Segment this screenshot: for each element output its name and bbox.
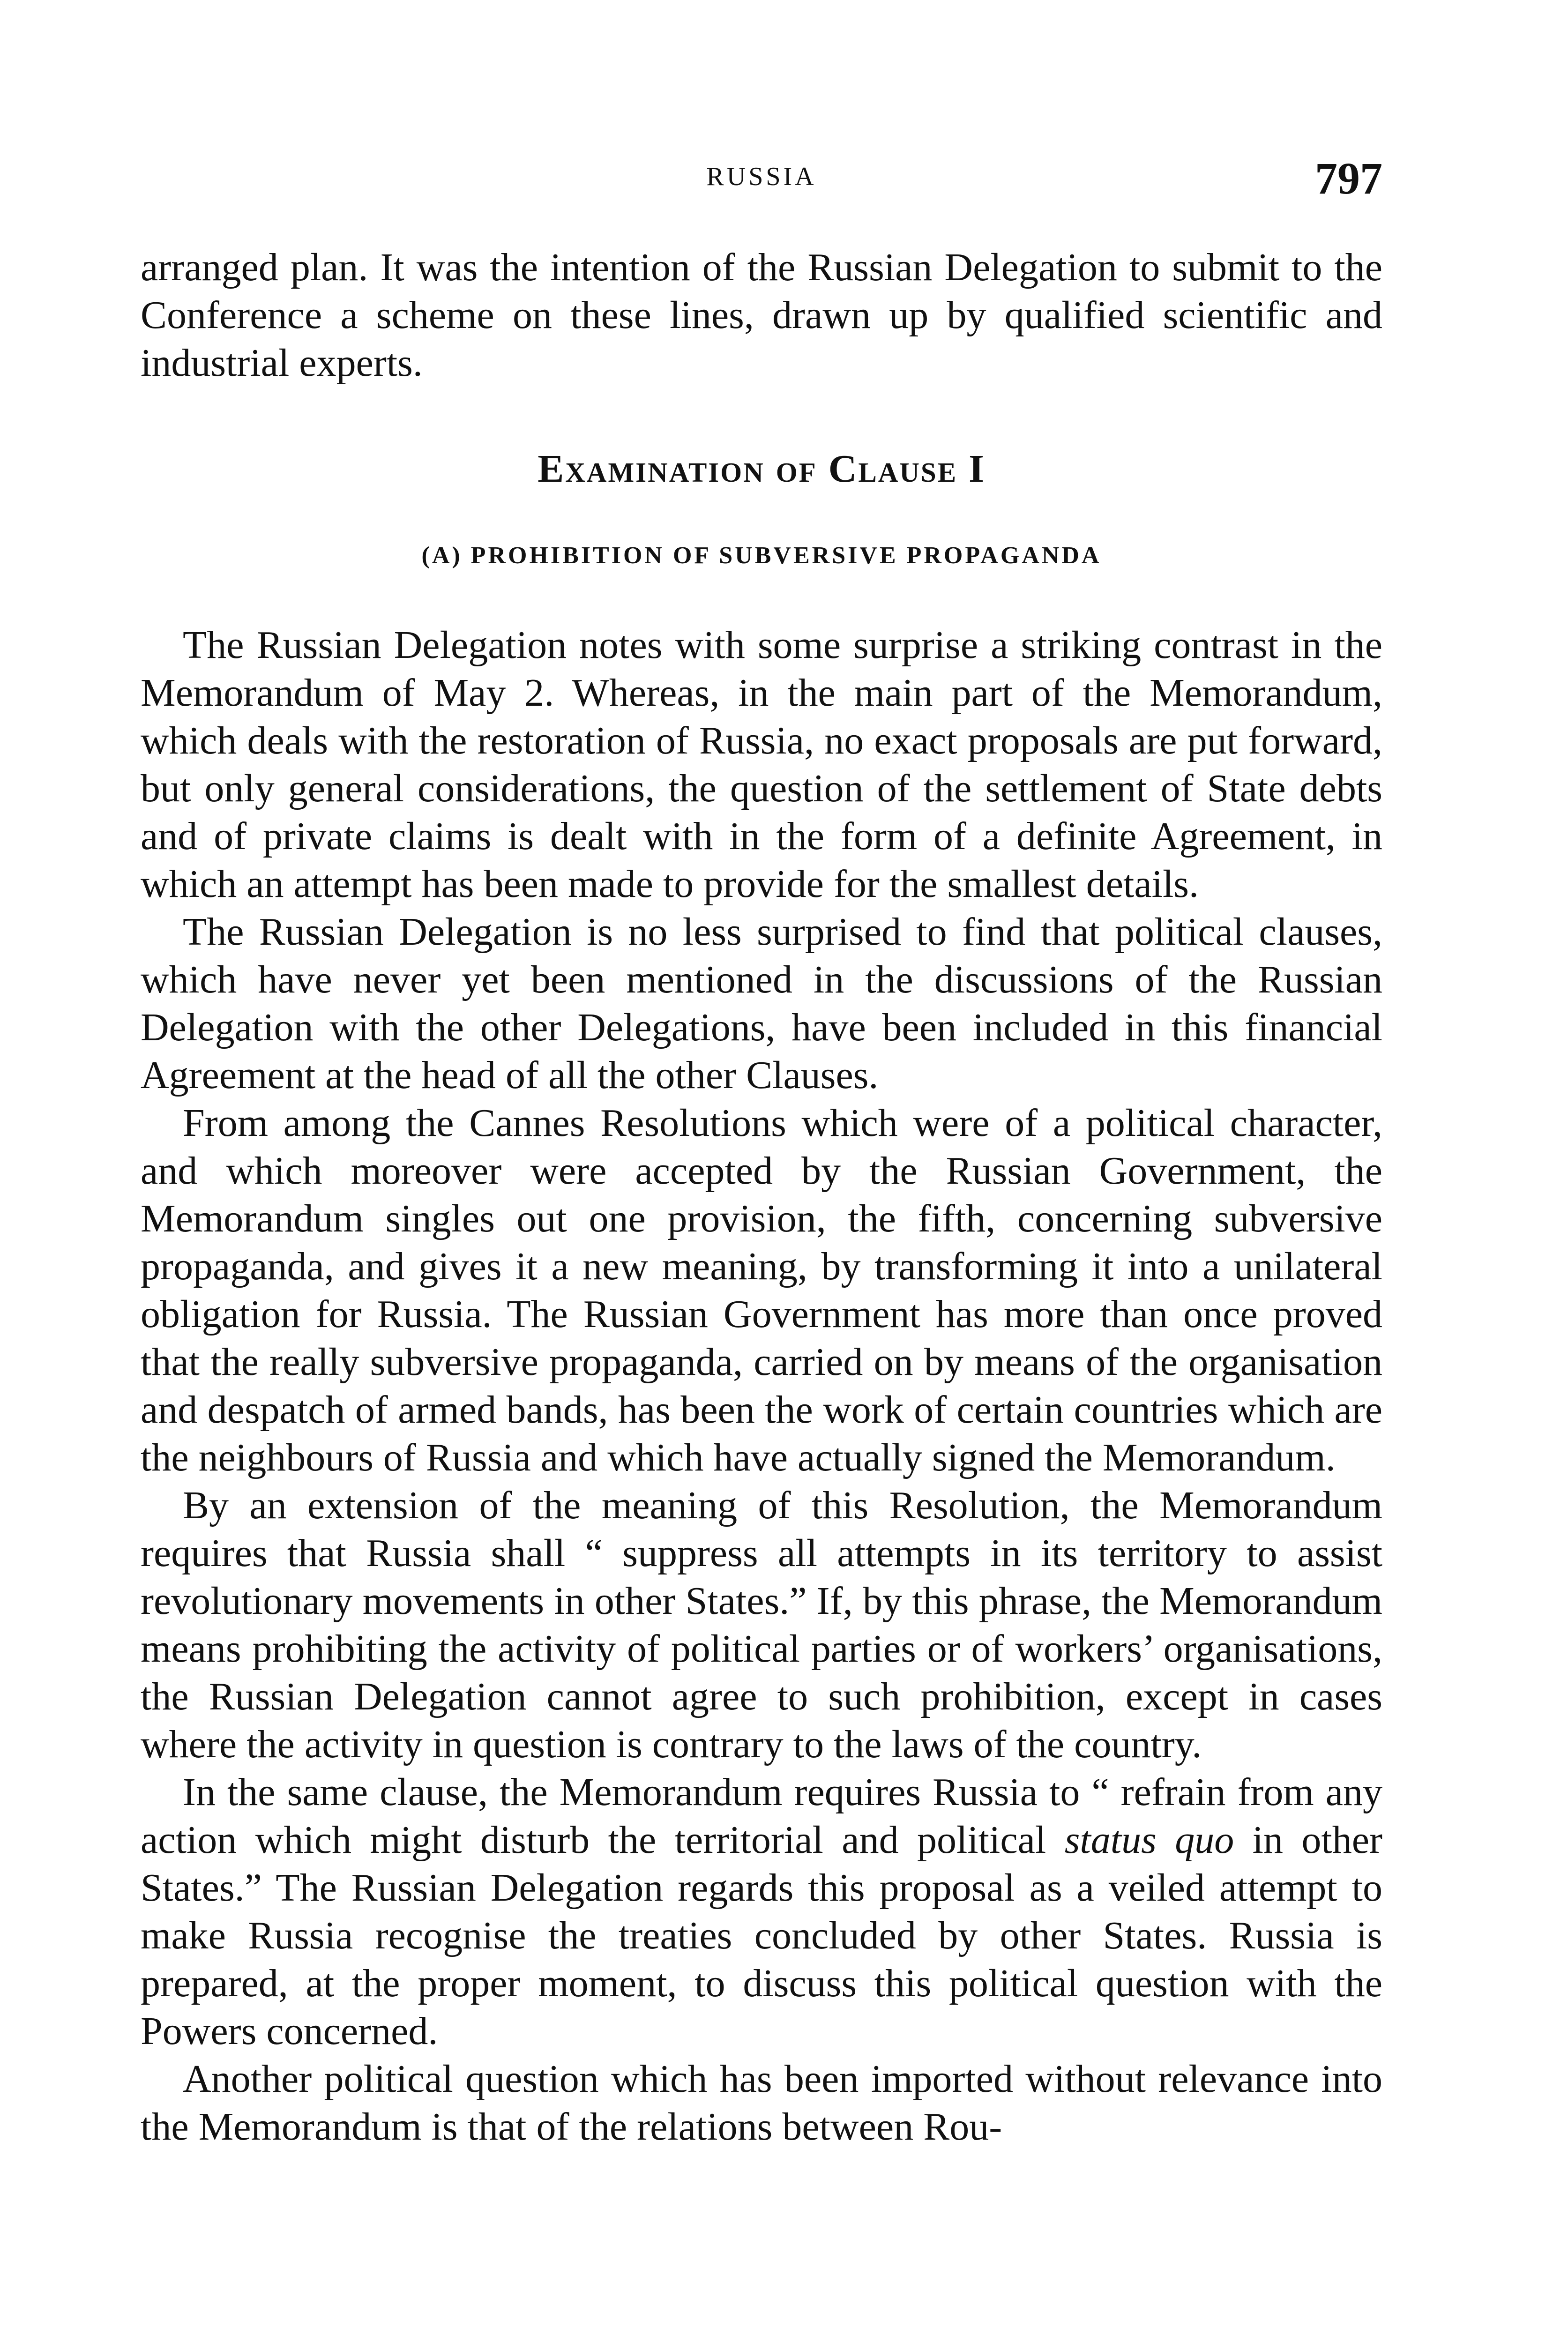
paragraph-6: Another political question which has been imported without relevance into the Memorandum is that of the relations between Rou- bbox=[141, 2057, 1382, 2149]
section-heading: Examination of Clause I bbox=[538, 447, 986, 491]
paragraph-3: From among the Cannes Resolutions which were of a political character, and which moreover were accepted by the Russian Government, the Memorandum singles out one provision, the fifth, concerning subversive propaganda, and gives it a new meaning, by transforming it into a unilateral obligation for Russia. The Russian Government has more than once proved that the really subversive propaganda, carried on by means of the organisation and despatch of armed bands, has been the work of certain countries which are the neighbours of Russia and which have actually signed the Memorandum. bbox=[141, 1101, 1382, 1479]
running-title: RUSSIA bbox=[706, 162, 817, 191]
status-quo-italic: status quo bbox=[1064, 1818, 1234, 1862]
opening-paragraph: arranged plan. It was the intention of the Russian Delegation to submit to the Conference a scheme on these lines, drawn up by qualified scientific and industrial experts. bbox=[141, 246, 1382, 385]
paragraph-5 bbox=[141, 1768, 1382, 2055]
paragraph-1: The Russian Delegation notes with some surprise a striking contrast in the Memorandum of May 2. Whereas, in the main part of the Memorandum, which deals with the restoration of Russia, no exact proposals are put forward, but only general considerations, the question of the settlement of State debts and of private claims is dealt with in the form of a definite Agreement, in which an attempt has been made to provide for the smallest details. bbox=[141, 623, 1382, 906]
running-head bbox=[141, 152, 1382, 223]
page-number: 797 bbox=[1315, 153, 1382, 203]
paragraph-5-text-start: In the same clause, the Memorandum requires Russia to “ refrain from any action which might disturb the territorial and political bbox=[141, 1770, 1382, 1862]
paragraph-4: By an extension of the meaning of this Resolution, the Memorandum requires that Russia shall “ suppress all attempts in its territory to assist revolutionary movements in other States.” If, by this phrase, the Memorandum means prohibiting the activity of political parties or of workers’ organisations, the Russian Delegation cannot agree to such prohibition, except in cases where the activity in question is contrary to the laws of the country. bbox=[141, 1484, 1382, 1766]
text-block bbox=[141, 244, 1382, 2151]
sub-heading: (A) PROHIBITION OF SUBVERSIVE PROPAGANDA bbox=[421, 542, 1102, 569]
paragraph-5-text-end: in other States.” The Russian Delegation regards this proposal as a veiled attempt to make Russia recognise the treaties concluded by other States. Russia is prepared, at the proper moment, to discuss this political question with the Powers concerned. bbox=[141, 1818, 1383, 2053]
paragraph-2: The Russian Delegation is no less surprised to find that political clauses, which have never yet been mentioned in the discussions of the Russian Delegation with the other Delegations, have been included in this financial Agreement at the head of all the other Clauses. bbox=[141, 910, 1382, 1097]
